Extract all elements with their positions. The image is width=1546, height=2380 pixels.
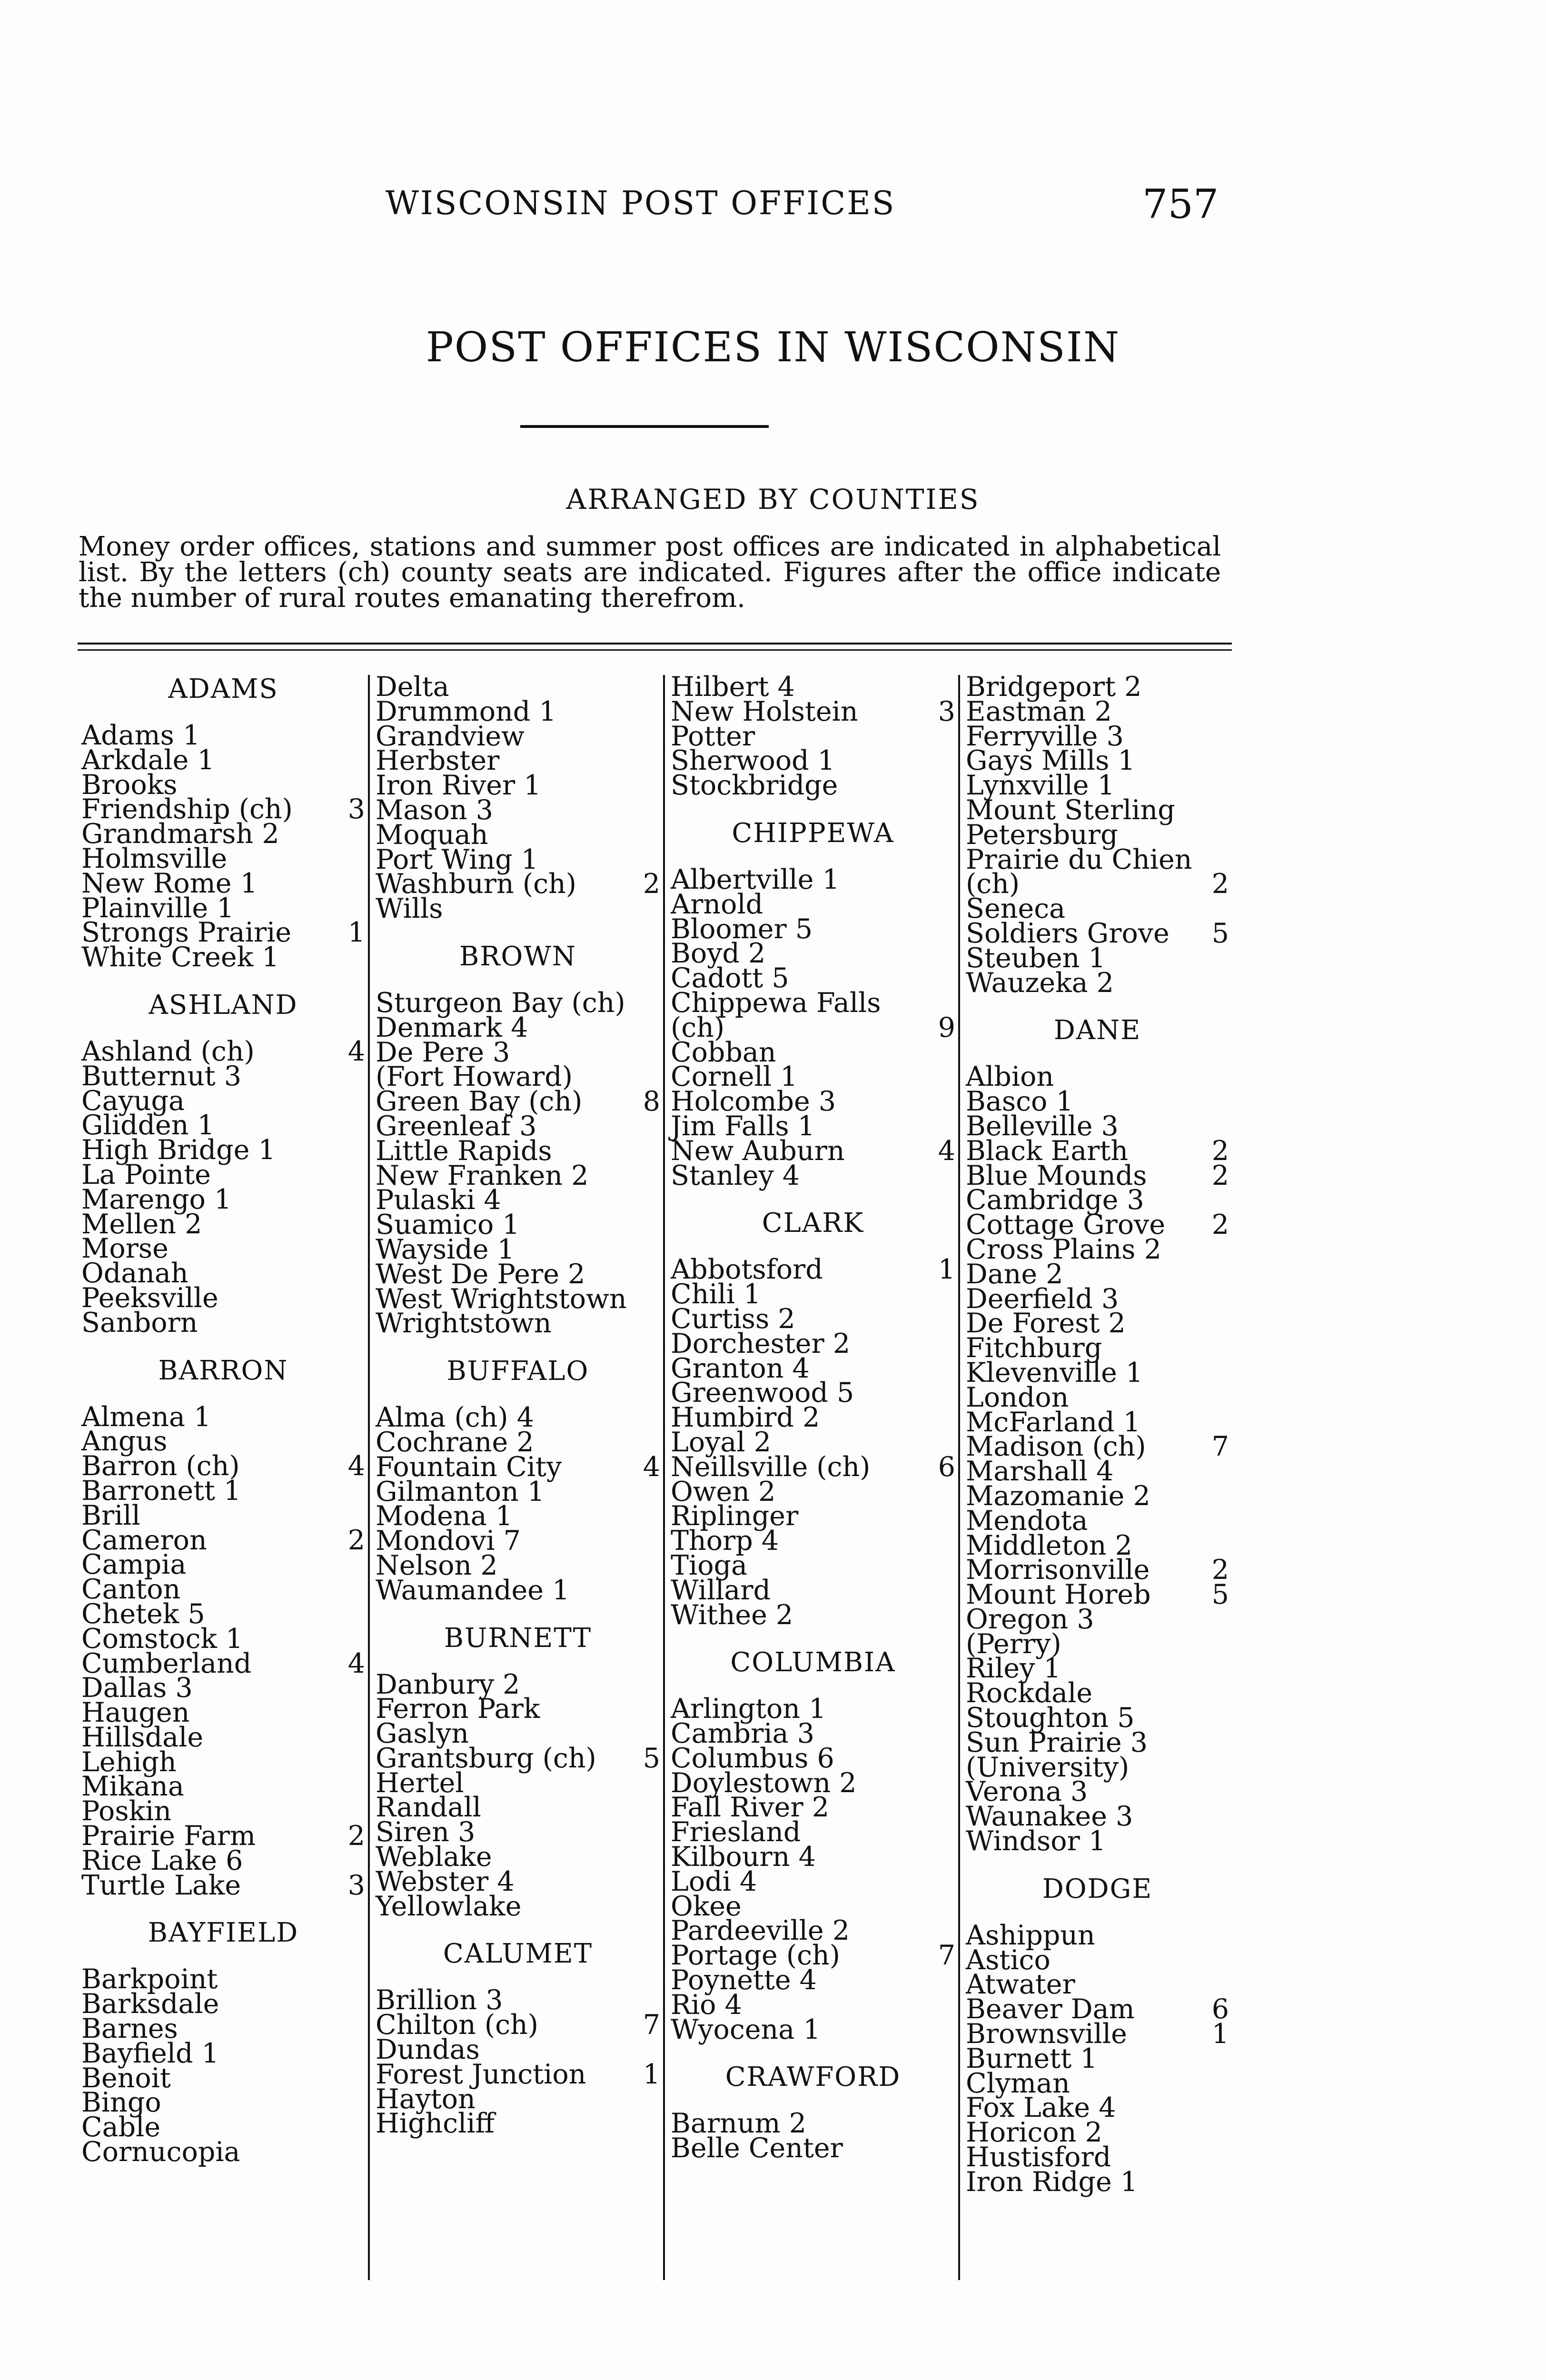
office-name: Windsor 1 bbox=[966, 1825, 1106, 1857]
office-name: Yellowlake bbox=[376, 1890, 522, 1922]
office-name: Gilmanton 1 bbox=[376, 1476, 545, 1507]
office-name: Alma (ch) 4 bbox=[376, 1402, 535, 1434]
office-name: Bloomer 5 bbox=[671, 913, 813, 945]
office-name: Ferryville 3 bbox=[966, 720, 1124, 752]
rural-routes-count: 1 bbox=[643, 2058, 660, 2090]
office-name: Danbury 2 bbox=[376, 1668, 520, 1700]
office-name: West De Pere 2 bbox=[376, 1258, 585, 1290]
office-name: La Pointe bbox=[81, 1159, 211, 1190]
page-subtitle: ARRANGED BY COUNTIES bbox=[566, 483, 980, 516]
office-name: Middleton 2 bbox=[966, 1529, 1132, 1561]
office-name: Doylestown 2 bbox=[671, 1767, 857, 1799]
office-name: Kilbourn 4 bbox=[671, 1841, 816, 1873]
office-name: Greenleaf 3 bbox=[376, 1110, 537, 1142]
office-name: Port Wing 1 bbox=[376, 843, 539, 875]
office-name: Forest Junction bbox=[376, 2058, 586, 2090]
office-name: Mendota bbox=[966, 1505, 1088, 1537]
office-name: Abbotsford bbox=[671, 1254, 823, 1286]
rural-routes-count: 2 bbox=[347, 1820, 365, 1852]
post-office-entry bbox=[376, 1890, 660, 1922]
office-name: Pardeeville 2 bbox=[671, 1915, 850, 1947]
office-name: Hertel bbox=[376, 1767, 464, 1799]
office-name: Butternut 3 bbox=[81, 1060, 242, 1092]
office-name: Turtle Lake bbox=[81, 1869, 241, 1901]
office-name: Greenwood 5 bbox=[671, 1377, 854, 1409]
office-name: (Perry) bbox=[966, 1628, 1061, 1660]
rural-routes-count: 4 bbox=[347, 1035, 365, 1067]
post-office-entry bbox=[81, 1869, 365, 1901]
office-name: Friendship (ch) bbox=[81, 793, 293, 825]
rural-routes-count: 2 bbox=[1211, 1160, 1229, 1191]
office-name: Wayside 1 bbox=[376, 1233, 515, 1265]
office-name: Mount Horeb bbox=[966, 1579, 1151, 1611]
office-name: Albertville 1 bbox=[671, 863, 840, 895]
office-name: Chetek 5 bbox=[81, 1598, 205, 1630]
column-1 bbox=[78, 675, 368, 2280]
office-name: Bayfield 1 bbox=[81, 2037, 219, 2069]
office-name: Stanley 4 bbox=[671, 1160, 800, 1191]
office-name: Barronett 1 bbox=[81, 1475, 241, 1507]
office-name: Horicon 2 bbox=[966, 2117, 1102, 2149]
post-office-entry bbox=[376, 1308, 660, 1339]
office-name: Riplinger bbox=[671, 1500, 799, 1532]
office-name: Cottage Grove bbox=[966, 1209, 1166, 1241]
office-name: Morse bbox=[81, 1233, 168, 1265]
office-name: Holmsville bbox=[81, 843, 228, 874]
office-name: Astico bbox=[966, 1944, 1050, 1976]
post-office-entry bbox=[81, 1307, 365, 1339]
office-name: Withee 2 bbox=[671, 1599, 793, 1631]
office-name: McFarland 1 bbox=[966, 1406, 1140, 1438]
office-name: Campia bbox=[81, 1549, 187, 1581]
office-name: Fall River 2 bbox=[671, 1792, 829, 1824]
office-name: Brooks bbox=[81, 769, 178, 801]
office-name: Nelson 2 bbox=[376, 1549, 498, 1581]
office-name: Thorp 4 bbox=[671, 1525, 779, 1557]
rural-routes-count: 5 bbox=[1211, 1579, 1229, 1611]
office-name: Arnold bbox=[671, 888, 763, 920]
office-name: Curtiss 2 bbox=[671, 1303, 795, 1335]
office-name: Comstock 1 bbox=[81, 1623, 243, 1655]
rural-routes-count: 9 bbox=[938, 1012, 955, 1043]
office-name: Beaver Dam bbox=[966, 1993, 1135, 2025]
office-name: Madison (ch) bbox=[966, 1431, 1146, 1463]
office-name: Webster 4 bbox=[376, 1865, 515, 1897]
post-office-entry bbox=[966, 1825, 1229, 1857]
county-heading: DANE bbox=[1053, 1015, 1141, 1046]
office-name: Barkpoint bbox=[81, 1964, 218, 1995]
office-name: Cobban bbox=[671, 1036, 776, 1068]
rural-routes-count: 1 bbox=[1211, 2018, 1229, 2050]
office-name: Gaslyn bbox=[376, 1718, 469, 1750]
office-name: Mount Sterling bbox=[966, 794, 1175, 826]
office-name: Drummond 1 bbox=[376, 695, 556, 727]
office-name: Strongs Prairie bbox=[81, 917, 292, 949]
post-office-entry bbox=[671, 770, 955, 802]
office-name: Stockbridge bbox=[671, 770, 838, 802]
office-name: De Pere 3 bbox=[376, 1036, 510, 1068]
office-name: Sanborn bbox=[81, 1307, 198, 1339]
column-3 bbox=[663, 671, 958, 2280]
office-name: Poynette 4 bbox=[671, 1964, 817, 1996]
post-office-entry bbox=[81, 942, 365, 973]
office-name: Sturgeon Bay (ch) bbox=[376, 987, 625, 1019]
office-name: Modena 1 bbox=[376, 1500, 513, 1532]
office-name: Hayton bbox=[376, 2083, 476, 2115]
office-name: Jim Falls 1 bbox=[671, 1110, 815, 1142]
office-name: Owen 2 bbox=[671, 1476, 776, 1507]
running-head bbox=[0, 181, 1546, 228]
office-name: Chippewa Falls bbox=[671, 987, 881, 1019]
office-name: Randall bbox=[376, 1792, 481, 1824]
office-name: Mikana bbox=[81, 1771, 184, 1803]
rural-routes-count: 4 bbox=[938, 1135, 955, 1167]
office-name: Ashland (ch) bbox=[81, 1035, 255, 1067]
office-name: Dundas bbox=[376, 2034, 480, 2066]
office-name: Barron (ch) bbox=[81, 1450, 240, 1482]
office-name: High Bridge 1 bbox=[81, 1134, 276, 1166]
title-rule bbox=[520, 425, 769, 428]
rural-routes-count: 8 bbox=[643, 1086, 660, 1118]
rural-routes-count: 2 bbox=[1211, 868, 1229, 900]
office-name: Boyd 2 bbox=[671, 938, 766, 970]
office-name: Cadott 5 bbox=[671, 962, 789, 994]
office-name: Columbus 6 bbox=[671, 1742, 834, 1774]
office-name: Green Bay (ch) bbox=[376, 1086, 583, 1118]
office-name: Wauzeka 2 bbox=[966, 967, 1114, 999]
office-name: Fox Lake 4 bbox=[966, 2092, 1116, 2124]
post-office-entry bbox=[671, 2132, 955, 2164]
running-title: WISCONSIN POST OFFICES bbox=[386, 185, 896, 222]
office-name: Wrightstown bbox=[376, 1308, 552, 1339]
office-name: Blue Mounds bbox=[966, 1160, 1147, 1191]
office-name: Clyman bbox=[966, 2067, 1070, 2099]
office-name: Portage (ch) bbox=[671, 1940, 840, 1972]
rural-routes-count: 5 bbox=[1211, 917, 1229, 949]
office-name: Iron River 1 bbox=[376, 770, 541, 802]
office-name: Granton 4 bbox=[671, 1352, 810, 1384]
office-name: Cameron bbox=[81, 1524, 207, 1556]
office-name: Riley 1 bbox=[966, 1653, 1061, 1685]
county-columns bbox=[78, 671, 1232, 2280]
office-name: Washburn (ch) bbox=[376, 868, 576, 900]
office-name: Cable bbox=[81, 2112, 161, 2143]
office-name: Pulaski 4 bbox=[376, 1184, 501, 1216]
office-name: Poskin bbox=[81, 1795, 172, 1827]
office-name: Plainville 1 bbox=[81, 892, 234, 924]
page-title: POST OFFICES IN WISCONSIN bbox=[426, 324, 1120, 371]
office-name: Friesland bbox=[671, 1816, 801, 1848]
office-name: Lehigh bbox=[81, 1746, 177, 1778]
office-name: Burnett 1 bbox=[966, 2043, 1098, 2074]
county-heading: BARRON bbox=[158, 1355, 288, 1386]
office-name: New Franken 2 bbox=[376, 1160, 589, 1191]
rural-routes-count: 2 bbox=[1211, 1554, 1229, 1586]
rural-routes-count: 2 bbox=[347, 1524, 365, 1556]
office-name: Dorchester 2 bbox=[671, 1328, 851, 1359]
rural-routes-count: 4 bbox=[347, 1450, 365, 1482]
office-name: Fountain City bbox=[376, 1451, 562, 1483]
post-office-entry bbox=[81, 2136, 365, 2168]
rural-routes-count: 3 bbox=[347, 793, 365, 825]
office-name: Cayuga bbox=[81, 1085, 185, 1117]
office-name: London bbox=[966, 1381, 1069, 1413]
rural-routes-count: 7 bbox=[938, 1940, 955, 1972]
page-number: 757 bbox=[1142, 181, 1219, 228]
office-name: Brillion 3 bbox=[376, 1984, 503, 2016]
office-name: Peeksville bbox=[81, 1282, 218, 1314]
column-4 bbox=[958, 671, 1232, 2280]
office-name: De Forest 2 bbox=[966, 1308, 1126, 1339]
office-name: Morrisonville bbox=[966, 1554, 1150, 1586]
county-heading: COLUMBIA bbox=[730, 1647, 896, 1678]
office-name: Highcliff bbox=[376, 2108, 495, 2140]
office-name: Okee bbox=[671, 1890, 742, 1922]
post-office-entry bbox=[376, 1574, 660, 1606]
office-name: Albion bbox=[966, 1061, 1054, 1093]
office-name: Marengo 1 bbox=[81, 1183, 232, 1215]
office-name: West Wrightstown bbox=[376, 1283, 627, 1315]
county-heading: CLARK bbox=[762, 1208, 864, 1239]
office-name: Tioga bbox=[671, 1549, 748, 1581]
office-name: Barksdale bbox=[81, 1988, 219, 2020]
office-name: Seneca bbox=[966, 893, 1066, 925]
county-heading: BUFFALO bbox=[446, 1356, 589, 1387]
office-name: Rockdale bbox=[966, 1677, 1093, 1709]
office-name: Cochrane 2 bbox=[376, 1426, 534, 1458]
county-heading: BROWN bbox=[459, 941, 576, 972]
rural-routes-count: 2 bbox=[1211, 1135, 1229, 1167]
office-name: Bingo bbox=[81, 2087, 161, 2119]
office-name: Brownsville bbox=[966, 2018, 1127, 2050]
office-name: Potter bbox=[671, 720, 755, 752]
rural-routes-count: 1 bbox=[938, 1254, 955, 1286]
county-heading: DODGE bbox=[1042, 1873, 1153, 1904]
office-name: Rio 4 bbox=[671, 1989, 742, 2021]
office-name: Suamico 1 bbox=[376, 1209, 520, 1241]
office-name: Dallas 3 bbox=[81, 1672, 193, 1704]
office-name: Denmark 4 bbox=[376, 1012, 528, 1043]
office-name: Grandmarsh 2 bbox=[81, 818, 279, 850]
intro-paragraph: Money order offices, stations and summer post offices are indicated in alphabetical list. By the letters (ch) county seats are indicated. Figures after the office indicate the number of rural routes emanating therefrom. bbox=[79, 531, 1221, 614]
office-name: Delta bbox=[376, 671, 449, 703]
office-name: Hustisford bbox=[966, 2142, 1111, 2173]
office-name: Chili 1 bbox=[671, 1279, 761, 1310]
office-name: Chilton (ch) bbox=[376, 2009, 538, 2041]
office-name: New Holstein bbox=[671, 695, 858, 727]
office-name: Herbster bbox=[376, 745, 500, 777]
office-name: Iron Ridge 1 bbox=[966, 2166, 1138, 2198]
office-name: Wills bbox=[376, 893, 443, 925]
office-name: Mazomanie 2 bbox=[966, 1480, 1150, 1512]
rural-routes-count: 4 bbox=[347, 1647, 365, 1679]
office-name: Cambria 3 bbox=[671, 1718, 814, 1750]
office-name: Willard bbox=[671, 1574, 771, 1606]
office-name: Rice Lake 6 bbox=[81, 1844, 243, 1876]
rural-routes-count: 3 bbox=[347, 1869, 365, 1901]
office-name: Grandview bbox=[376, 720, 525, 752]
rural-routes-count: 3 bbox=[938, 695, 955, 727]
office-name: Barnum 2 bbox=[671, 2108, 806, 2140]
office-name: Arlington 1 bbox=[671, 1693, 826, 1725]
office-name: Odanah bbox=[81, 1258, 188, 1289]
rural-routes-count: 7 bbox=[1211, 1431, 1229, 1463]
office-name: Benoit bbox=[81, 2062, 171, 2094]
post-office-entry bbox=[376, 893, 660, 925]
rural-routes-count: 2 bbox=[643, 868, 660, 900]
office-name: Cornell 1 bbox=[671, 1061, 798, 1093]
office-name: Klevenville 1 bbox=[966, 1357, 1143, 1388]
office-name: Petersburg bbox=[966, 819, 1118, 851]
office-name: Wyocena 1 bbox=[671, 2013, 821, 2045]
county-heading: CALUMET bbox=[443, 1938, 593, 1970]
office-name: White Creek 1 bbox=[81, 942, 279, 973]
office-name: Neillsville (ch) bbox=[671, 1451, 871, 1483]
county-heading: BURNETT bbox=[444, 1622, 592, 1654]
post-office-entry bbox=[966, 2166, 1229, 2198]
office-name: Cumberland bbox=[81, 1647, 252, 1679]
office-name: Basco 1 bbox=[966, 1086, 1073, 1118]
office-name: Humbird 2 bbox=[671, 1402, 820, 1434]
office-name: Hilbert 4 bbox=[671, 671, 795, 703]
office-name: Soldiers Grove bbox=[966, 917, 1169, 949]
office-name: Marshall 4 bbox=[966, 1456, 1114, 1488]
county-heading: CRAWFORD bbox=[725, 2062, 901, 2093]
office-name: Lynxville 1 bbox=[966, 770, 1115, 802]
office-name: Grantsburg (ch) bbox=[376, 1742, 596, 1774]
office-name: Little Rapids bbox=[376, 1135, 552, 1167]
office-name: Loyal 2 bbox=[671, 1426, 771, 1458]
office-name: Steuben 1 bbox=[966, 942, 1106, 974]
office-name: Black Earth bbox=[966, 1135, 1129, 1167]
double-rule bbox=[78, 643, 1232, 651]
office-name: Siren 3 bbox=[376, 1816, 476, 1848]
column-2 bbox=[368, 671, 663, 2280]
office-name: Angus bbox=[81, 1426, 168, 1458]
office-name: (ch) bbox=[671, 1012, 725, 1043]
office-name: (ch) bbox=[966, 868, 1020, 900]
office-name: (University) bbox=[966, 1751, 1130, 1783]
office-name: Eastman 2 bbox=[966, 695, 1112, 727]
office-name: Ferron Park bbox=[376, 1693, 540, 1725]
post-office-entry bbox=[671, 2013, 955, 2045]
county-heading: BAYFIELD bbox=[148, 1917, 299, 1949]
office-name: Canton bbox=[81, 1574, 181, 1606]
rural-routes-count: 6 bbox=[938, 1451, 955, 1483]
county-heading: ADAMS bbox=[168, 674, 278, 704]
office-name: New Auburn bbox=[671, 1135, 845, 1167]
office-name: Arkdale 1 bbox=[81, 744, 215, 776]
office-name: Brill bbox=[81, 1499, 140, 1531]
office-name: Cornucopia bbox=[81, 2136, 240, 2168]
office-name: New Rome 1 bbox=[81, 867, 258, 899]
office-name: Bridgeport 2 bbox=[966, 671, 1142, 703]
office-name: Mondovi 7 bbox=[376, 1525, 521, 1557]
office-name: Glidden 1 bbox=[81, 1110, 215, 1141]
county-heading: CHIPPEWA bbox=[732, 817, 894, 849]
post-office-entry bbox=[671, 1599, 955, 1631]
office-name: Moquah bbox=[376, 819, 488, 851]
office-name: Hillsdale bbox=[81, 1721, 204, 1753]
office-name: Waumandee 1 bbox=[376, 1574, 570, 1606]
office-name: Mellen 2 bbox=[81, 1208, 202, 1240]
office-name: Mason 3 bbox=[376, 794, 494, 826]
office-name: (Fort Howard) bbox=[376, 1061, 573, 1093]
office-name: Stoughton 5 bbox=[966, 1702, 1135, 1734]
office-name: Deerfield 3 bbox=[966, 1283, 1119, 1315]
office-name: Fitchburg bbox=[966, 1332, 1102, 1364]
county-heading: ASHLAND bbox=[149, 989, 298, 1021]
office-name: Waunakee 3 bbox=[966, 1801, 1133, 1833]
office-name: Gays Mills 1 bbox=[966, 745, 1135, 777]
office-name: Barnes bbox=[81, 2013, 178, 2045]
post-office-entry bbox=[966, 967, 1229, 999]
office-name: Ashippun bbox=[966, 1919, 1095, 1951]
office-name: Lodi 4 bbox=[671, 1865, 757, 1897]
rural-routes-count: 7 bbox=[643, 2009, 660, 2041]
office-name: Cross Plains 2 bbox=[966, 1233, 1161, 1265]
rural-routes-count: 2 bbox=[1211, 1209, 1229, 1241]
office-name: Oregon 3 bbox=[966, 1603, 1094, 1635]
post-office-entry bbox=[671, 1160, 955, 1191]
office-name: Belle Center bbox=[671, 2132, 843, 2164]
office-name: Dane 2 bbox=[966, 1258, 1063, 1290]
office-name: Atwater bbox=[966, 1969, 1075, 2001]
rural-routes-count: 1 bbox=[347, 917, 365, 949]
office-name: Weblake bbox=[376, 1841, 492, 1873]
office-name: Prairie Farm bbox=[81, 1820, 256, 1852]
office-name: Holcombe 3 bbox=[671, 1086, 836, 1118]
post-office-entry bbox=[376, 2108, 660, 2140]
office-name: Belleville 3 bbox=[966, 1110, 1119, 1142]
office-name: Sherwood 1 bbox=[671, 745, 835, 777]
office-name: Verona 3 bbox=[966, 1776, 1088, 1808]
office-name: Adams 1 bbox=[81, 720, 200, 751]
rural-routes-count: 4 bbox=[643, 1451, 660, 1483]
rural-routes-count: 5 bbox=[643, 1742, 660, 1774]
office-name: Almena 1 bbox=[81, 1401, 211, 1433]
office-name: Cambridge 3 bbox=[966, 1184, 1144, 1216]
office-name: Prairie du Chien bbox=[966, 843, 1192, 875]
rural-routes-count: 6 bbox=[1211, 1993, 1229, 2025]
office-name: Haugen bbox=[81, 1697, 190, 1729]
office-name: Sun Prairie 3 bbox=[966, 1726, 1148, 1758]
